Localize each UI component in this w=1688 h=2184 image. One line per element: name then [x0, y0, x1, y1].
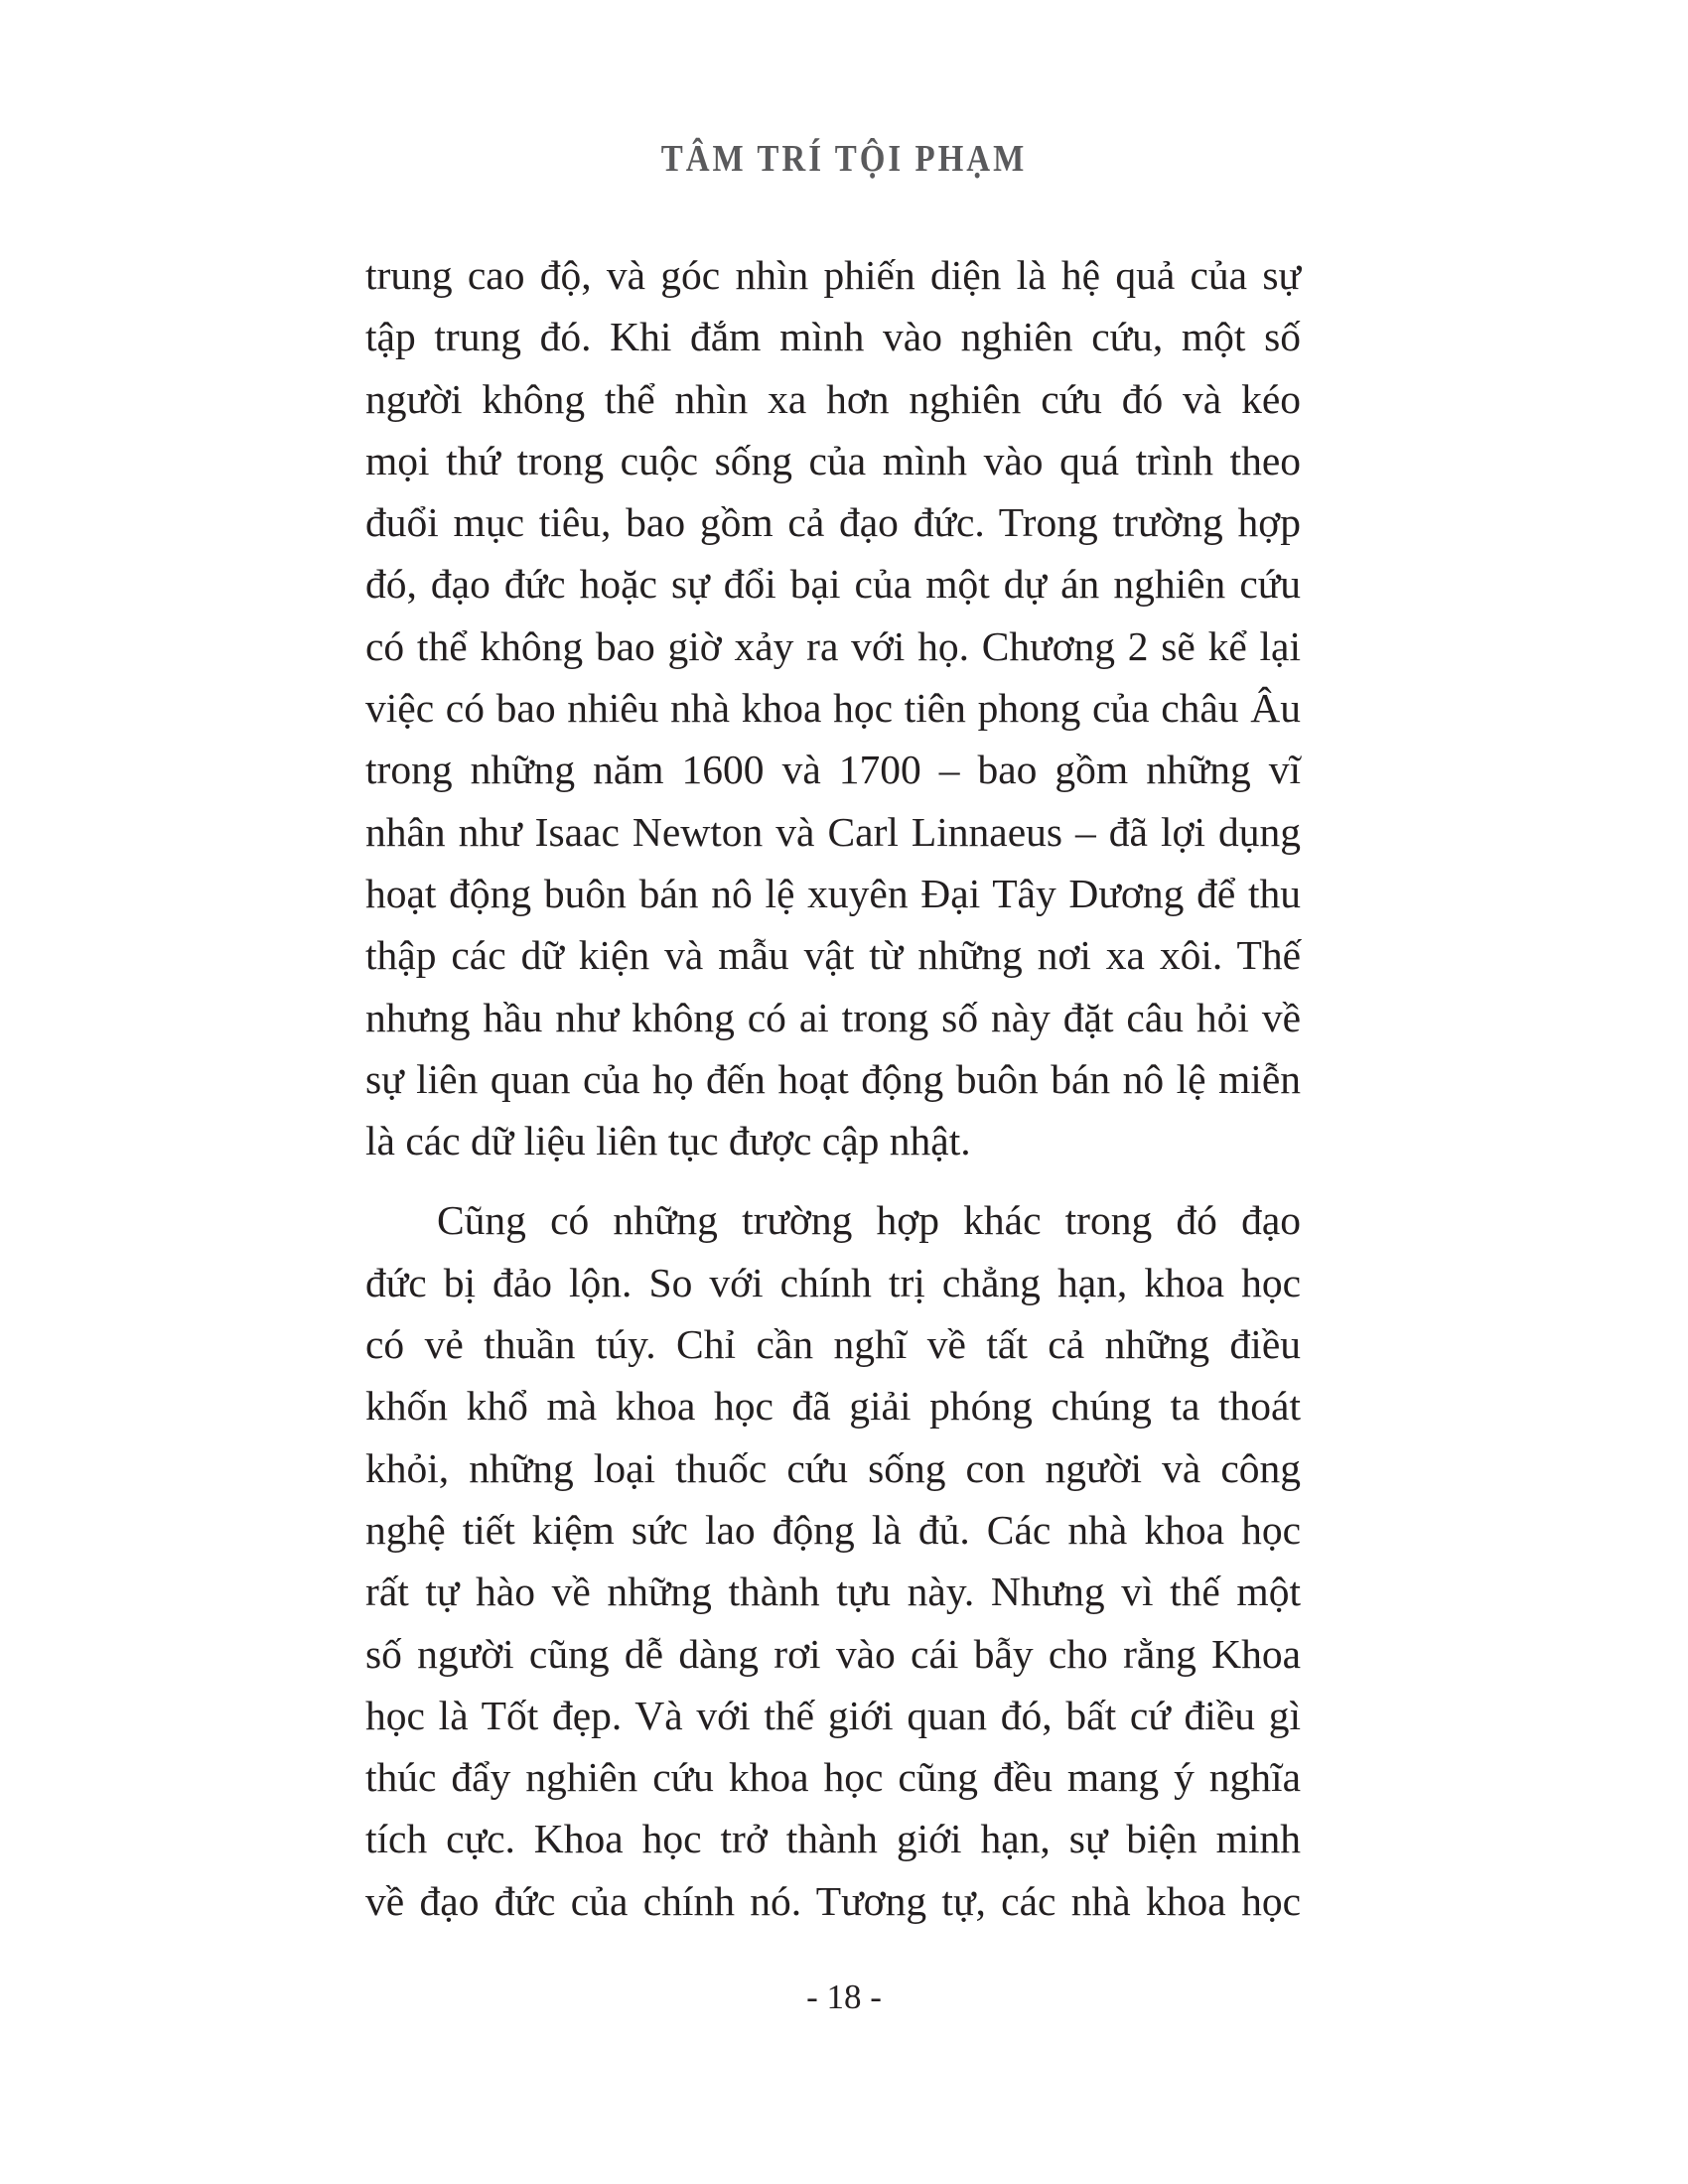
text-line: nghệ tiết kiệm sức lao động là đủ. Các nhà khoa học [365, 1506, 1301, 1553]
text-line: đó, đạo đức hoặc sự đổi bại của một dự án nghiên cứu [365, 561, 1301, 608]
text-line-indented: Cũng có những trường hợp khác trong đó đạo [437, 1197, 1301, 1244]
text-line: học là Tốt đẹp. Và với thế giới quan đó, bất cứ điều gì [365, 1692, 1301, 1738]
text-line: người không thể nhìn xa hơn nghiên cứu đó và kéo [365, 375, 1301, 422]
text-line: có thể không bao giờ xảy ra với họ. Chương 2 sẽ kể lại [365, 622, 1301, 669]
text-line: tích cực. Khoa học trở thành giới hạn, sự biện minh [365, 1816, 1301, 1862]
body-text-column [365, 244, 1301, 1932]
running-header-book-title: TÂM TRÍ TỘI PHẠM [660, 139, 1028, 181]
text-line: trong những năm 1600 và 1700 – bao gồm những vĩ [365, 747, 1301, 793]
text-line: tập trung đó. Khi đắm mình vào nghiên cứu, một số [365, 314, 1301, 360]
text-line: thập các dữ kiện và mẫu vật từ những nơi xa xôi. Thế [365, 932, 1301, 979]
text-line: có vẻ thuần túy. Chỉ cần nghĩ về tất cả những điều [365, 1321, 1301, 1368]
text-line: trung cao độ, và góc nhìn phiến diện là hệ quả của sự [365, 252, 1301, 298]
paragraph-2 [365, 1189, 1301, 1932]
text-line: nhân như Isaac Newton và Carl Linnaeus – đã lợi dụng [365, 808, 1301, 855]
paragraph-1 [365, 244, 1301, 1171]
text-line: sự liên quan của họ đến hoạt động buôn bán nô lệ miễn [365, 1055, 1301, 1102]
text-line: rất tự hào về những thành tựu này. Nhưng vì thế một [365, 1569, 1301, 1615]
text-line: nhưng hầu như không có ai trong số này đặt câu hỏi về [365, 994, 1301, 1040]
text-line: mọi thứ trong cuộc sống của mình vào quá trình theo [365, 437, 1301, 483]
text-line: việc có bao nhiêu nhà khoa học tiên phong của châu Âu [365, 685, 1301, 732]
text-line: đức bị đảo lộn. So với chính trị chẳng hạn, khoa học [365, 1259, 1301, 1305]
text-line: hoạt động buôn bán nô lệ xuyên Đại Tây Dương để thu [365, 870, 1301, 916]
text-line: thúc đẩy nghiên cứu khoa học cũng đều mang ý nghĩa [365, 1754, 1301, 1801]
text-line: khỏi, những loại thuốc cứu sống con người và công [365, 1444, 1301, 1491]
text-line: đuổi mục tiêu, bao gồm cả đạo đức. Trong trường hợp [365, 499, 1301, 546]
text-line: số người cũng dễ dàng rơi vào cái bẫy cho rằng Khoa [365, 1630, 1301, 1677]
text-line-last: là các dữ liệu liên tục được cập nhật. [365, 1118, 971, 1164]
text-line: khốn khổ mà khoa học đã giải phóng chúng ta thoát [365, 1383, 1301, 1430]
page-number: - 18 - [806, 1978, 882, 2016]
text-line: về đạo đức của chính nó. Tương tự, các nhà khoa học [365, 1877, 1301, 1924]
